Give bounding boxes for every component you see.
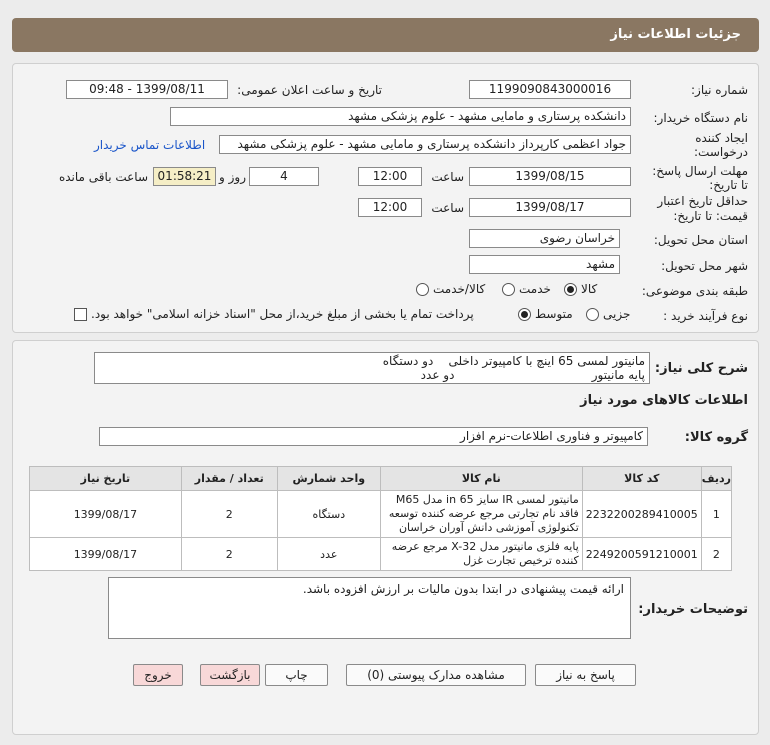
city-field: مشهد xyxy=(469,255,620,274)
province-label: استان محل تحویل: xyxy=(653,233,748,247)
creator-field: جواد اعظمی کارپرداز دانشکده پرستاری و مامایی مشهد - علوم پزشکی مشهد xyxy=(219,135,631,154)
remaining-label: ساعت باقی مانده xyxy=(58,170,148,184)
radio-medium[interactable] xyxy=(518,308,531,321)
back-button[interactable]: بازگشت xyxy=(200,664,260,686)
contact-info-link[interactable]: اطلاعات تماس خریدار xyxy=(94,138,206,152)
row-unit: دستگاه xyxy=(277,491,380,538)
summary-label: شرح کلی نیاز: xyxy=(654,361,748,376)
row-date: 1399/08/17 xyxy=(30,538,182,571)
process-option-medium[interactable]: متوسط xyxy=(518,307,573,321)
days-field: 4 xyxy=(249,167,319,186)
row-qty: 2 xyxy=(181,491,277,538)
need-number-field: 1199090843000016 xyxy=(469,80,631,99)
col-index: ردیف xyxy=(701,467,731,491)
radio-goods-service[interactable] xyxy=(416,283,429,296)
validity-date-field: 1399/08/17 xyxy=(469,198,631,217)
buyer-notes-label: توضیحات خریدار: xyxy=(638,602,748,617)
announce-field: 1399/08/11 - 09:48 xyxy=(66,80,228,99)
col-unit: واحد شمارش xyxy=(277,467,380,491)
page-header xyxy=(12,18,759,52)
city-label: شهر محل تحویل: xyxy=(661,259,748,273)
page-title: جزئیات اطلاعات نیاز xyxy=(610,27,741,42)
attachments-button[interactable]: مشاهده مدارک پیوستی (0) xyxy=(346,664,526,686)
row-code: 2232200289410005 xyxy=(582,491,701,538)
deadline-date-field: 1399/08/15 xyxy=(469,167,631,186)
category-option-service[interactable]: خدمت xyxy=(502,282,551,296)
category-label: طبقه بندی موضوعی: xyxy=(641,284,748,298)
treasury-checkbox[interactable] xyxy=(74,308,87,321)
buyer-notes-box: ارائه قیمت پیشنهادی در ابتدا بدون مالیات بر ارزش افزوده باشد. xyxy=(108,577,631,639)
summary-line-1: مانیتور لمسی 65 اینچ با کامپیوتر داخلی دو دستگاه xyxy=(382,354,645,368)
row-name: پایه فلزی مانیتور مدل X-32 مرجع عرضه کننده ترخیص تجارت غزل xyxy=(380,538,582,571)
col-code: کد کالا xyxy=(582,467,701,491)
radio-minor[interactable] xyxy=(586,308,599,321)
buyer-field: دانشکده پرستاری و مامایی مشهد - علوم پزشکی مشهد xyxy=(170,107,631,126)
treasury-payment-option[interactable]: پرداخت تمام یا بخشی از مبلغ خرید،از محل "اسناد خزانه اسلامی" خواهد بود. xyxy=(74,307,474,321)
creator-label: ایجاد کننده xyxy=(695,131,748,145)
goods-section-title: اطلاعات کالاهای مورد نیاز xyxy=(580,393,748,408)
days-label: روز و xyxy=(219,170,246,184)
validity-time-label: ساعت xyxy=(431,201,464,215)
validity-label-2: قیمت: تا تاریخ: xyxy=(673,209,748,223)
deadline-time-label: ساعت xyxy=(431,170,464,184)
remaining-timer: 01:58:21 xyxy=(153,167,216,186)
buyer-label: نام دستگاه خریدار: xyxy=(653,111,748,125)
row-name: مانیتور لمسی IR سایز 65 in مدل M65 فاقد نام تجارتی مرجع عرضه کننده توسعه تکنولوژی آموزشی دانش آوران خراسان xyxy=(380,491,582,538)
table-row xyxy=(30,491,732,538)
category-option-goods[interactable]: کالا xyxy=(564,282,597,296)
process-option-minor[interactable]: جزیی xyxy=(586,307,630,321)
process-label: نوع فرآیند خرید : xyxy=(663,309,748,323)
goods-table xyxy=(29,466,732,571)
goods-group-field: کامپیوتر و فناوری اطلاعات-نرم افزار xyxy=(99,427,648,446)
row-code: 2249200591210001 xyxy=(582,538,701,571)
creator-label-2: درخواست: xyxy=(694,145,748,159)
summary-field xyxy=(94,352,650,384)
need-number-label: شماره نیاز: xyxy=(691,83,748,97)
table-header-row xyxy=(30,467,732,491)
print-button[interactable]: چاپ xyxy=(265,664,328,686)
goods-group-label: گروه کالا: xyxy=(684,430,748,445)
province-field: خراسان رضوی xyxy=(469,229,620,248)
announce-label: تاریخ و ساعت اعلان عمومی: xyxy=(237,83,382,97)
row-unit: عدد xyxy=(277,538,380,571)
validity-label: حداقل تاریخ اعتبار xyxy=(657,194,748,208)
deadline-label-2: تا تاریخ: xyxy=(709,178,748,192)
validity-time-field: 12:00 xyxy=(358,198,422,217)
summary-line-2: پایه مانیتور دو عدد xyxy=(420,368,645,382)
table-row xyxy=(30,538,732,571)
category-option-goods-service[interactable]: کالا/خدمت xyxy=(416,282,485,296)
radio-service[interactable] xyxy=(502,283,515,296)
deadline-time-field: 12:00 xyxy=(358,167,422,186)
row-index: 1 xyxy=(701,491,731,538)
exit-button[interactable]: خروج xyxy=(133,664,183,686)
row-date: 1399/08/17 xyxy=(30,491,182,538)
deadline-label: مهلت ارسال پاسخ: xyxy=(652,164,748,178)
col-date: تاریخ نیاز xyxy=(30,467,182,491)
row-index: 2 xyxy=(701,538,731,571)
col-name: نام کالا xyxy=(380,467,582,491)
row-qty: 2 xyxy=(181,538,277,571)
col-qty: تعداد / مقدار xyxy=(181,467,277,491)
radio-goods[interactable] xyxy=(564,283,577,296)
reply-button[interactable]: پاسخ به نیاز xyxy=(535,664,636,686)
